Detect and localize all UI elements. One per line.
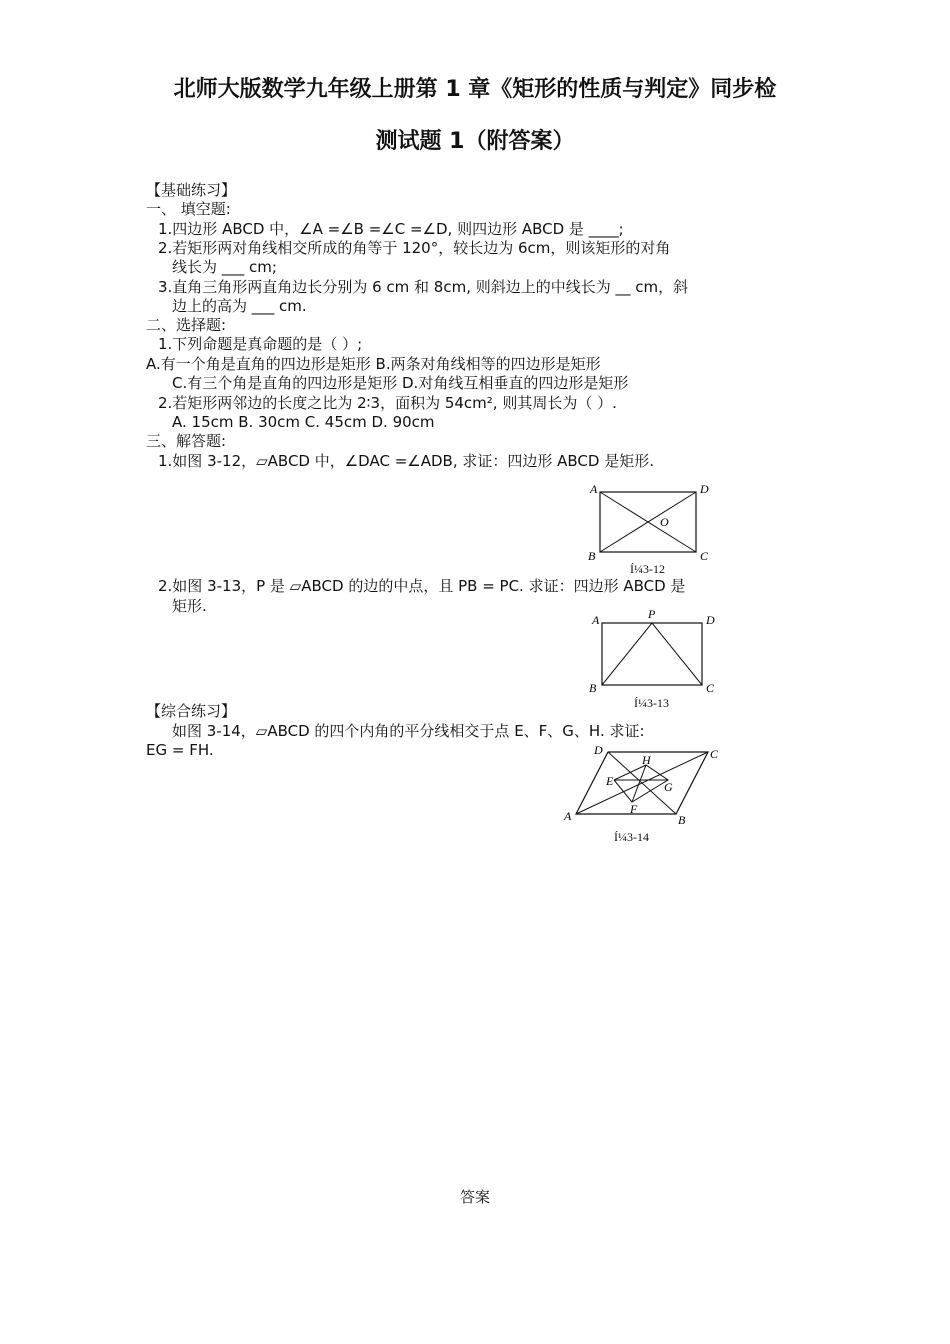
document-title-line-1: 北师大版数学九年级上册第 1 章《矩形的性质与判定》同步检 bbox=[173, 77, 777, 102]
fig14-label-b: B bbox=[678, 813, 686, 827]
document-title-line-2: 测试题 1（附答案） bbox=[375, 129, 575, 154]
fill-question-2-line-1: 2.若矩形两对角线相交所成的角等于 120°，较长边为 6cm，则该矩形的对角 bbox=[158, 239, 671, 257]
fig13-segment-pb bbox=[602, 623, 652, 685]
figure-3-14 bbox=[556, 738, 726, 834]
fig13-segment-pc bbox=[652, 623, 702, 685]
figure-3-12 bbox=[584, 478, 714, 572]
fig12-label-b: B bbox=[588, 549, 596, 563]
fig14-label-f: F bbox=[630, 802, 638, 816]
solve-question-2-line-2: 矩形. bbox=[172, 597, 207, 615]
fill-question-3-line-2: 边上的高为 ___ cm. bbox=[172, 297, 307, 315]
fig14-label-c: C bbox=[710, 747, 719, 761]
fig14-label-e: E bbox=[606, 774, 614, 788]
choice-question-1-options-cd: C.有三个角是直角的四边形是矩形 D.对角线互相垂直的四边形是矩形 bbox=[172, 374, 629, 392]
fig13-label-d: D bbox=[706, 613, 715, 627]
fig14-label-d: D bbox=[594, 743, 603, 757]
choice-question-2-options: A. 15cm B. 30cm C. 45cm D. 90cm bbox=[172, 413, 435, 431]
comprehensive-question-line-2: EG = FH. bbox=[146, 741, 214, 759]
comprehensive-question-line-1: 如图 3-14，▱ABCD 的四个内角的平分线相交于点 E、F、G、H. 求证: bbox=[172, 722, 645, 740]
solve-question-1: 1.如图 3-12，▱ABCD 中，∠DAC =∠ADB, 求证：四边形 ABCD 是矩形. bbox=[158, 452, 654, 470]
fig14-label-h: H bbox=[642, 753, 651, 767]
fill-blank-header: 一、 填空题: bbox=[146, 200, 231, 218]
fig13-rectangle bbox=[602, 623, 702, 685]
fig14-label-g: G bbox=[664, 780, 673, 794]
basic-practice-header: 【基础练习】 bbox=[146, 181, 237, 199]
fig13-label-p: P bbox=[648, 607, 656, 621]
figure-3-12-diagram bbox=[584, 478, 714, 568]
figure-3-12-caption: Í¼3-12 bbox=[630, 562, 665, 576]
figure-3-14-diagram bbox=[556, 738, 726, 830]
fig13-label-c: C bbox=[706, 681, 715, 695]
fig12-label-c: C bbox=[700, 549, 709, 563]
fig13-label-a: A bbox=[592, 613, 600, 627]
figure-3-13-caption: Í¼3-13 bbox=[634, 696, 669, 710]
fig12-label-a: A bbox=[590, 482, 598, 496]
answer-section-heading: 答案 bbox=[459, 1188, 490, 1206]
solve-header: 三、解答题: bbox=[146, 432, 227, 450]
choice-question-1: 1.下列命题是真命题的是（ ）; bbox=[158, 335, 363, 353]
figure-3-14-caption: Í¼3-14 bbox=[614, 830, 649, 844]
fig13-label-b: B bbox=[589, 681, 597, 695]
fill-question-1: 1.四边形 ABCD 中，∠A =∠B =∠C =∠D, 则四边形 ABCD 是 ____; bbox=[158, 220, 624, 238]
fill-question-3-line-1: 3.直角三角形两直角边长分别为 6 cm 和 8cm, 则斜边上的中线长为 __ cm，斜 bbox=[158, 278, 689, 296]
choice-question-1-options-ab: A.有一个角是直角的四边形是矩形 B.两条对角线相等的四边形是矩形 bbox=[146, 355, 601, 373]
comprehensive-practice-header: 【综合练习】 bbox=[146, 702, 237, 720]
fig12-label-d: D bbox=[700, 482, 709, 496]
fig12-label-o: O bbox=[660, 515, 669, 529]
figure-3-13-diagram bbox=[584, 604, 724, 696]
fig14-label-a: A bbox=[564, 809, 572, 823]
fill-question-2-line-2: 线长为 ___ cm; bbox=[172, 258, 277, 276]
figure-3-13 bbox=[584, 604, 724, 700]
choice-question-2: 2.若矩形两邻边的长度之比为 2∶3，面积为 54cm², 则其周长为（ ）. bbox=[158, 394, 617, 412]
choice-header: 二、选择题: bbox=[146, 316, 227, 334]
solve-question-2-line-1: 2.如图 3-13，P 是 ▱ABCD 的边的中点，且 PB = PC. 求证：四边形 ABCD 是 bbox=[158, 577, 686, 595]
